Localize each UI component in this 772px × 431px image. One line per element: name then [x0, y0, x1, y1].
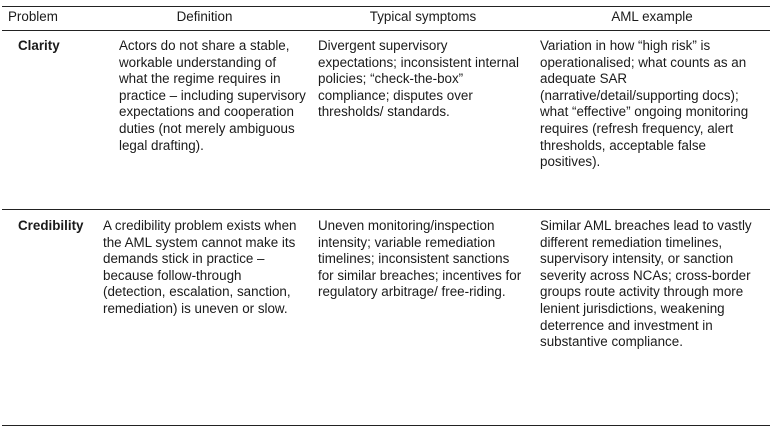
cell-aml-example: Variation in how “high risk” is operationalised; what counts as an adequate SAR (narrative/detail/supporting docs); what “effective” ongoing monitoring requires (refresh frequency, alert thresholds, acceptable false positives).: [534, 31, 770, 210]
problems-table: [2, 6, 770, 426]
header-definition: Definition: [97, 7, 312, 31]
cell-aml-example: Similar AML breaches lead to vastly different remediation timelines, supervisory intensity, or sanction severity across NCAs; cross-border groups route activity through more lenient jurisdictions, weakening deterrence and investment in substantive compliance.: [534, 210, 770, 426]
header-aml-example: AML example: [534, 7, 770, 31]
cell-symptoms: Uneven monitoring/inspection intensity; variable remediation timelines; inconsistent sanctions for similar breaches; incentives for regulatory arbitrage/ free-riding.: [312, 210, 534, 426]
table-header: [2, 7, 770, 31]
header-row: [2, 7, 770, 31]
cell-problem: Credibility: [2, 210, 97, 426]
table-row-credibility: [2, 210, 770, 426]
cell-problem: Clarity: [2, 31, 97, 210]
table-body: [2, 31, 770, 426]
cell-symptoms: Divergent supervisory expectations; inconsistent internal policies; “check-the-box” compliance; disputes over thresholds/ standards.: [312, 31, 534, 210]
cell-definition: A credibility problem exists when the AML system cannot make its demands stick in practice – because follow-through (detection, escalation, sanction, remediation) is uneven or slow.: [97, 210, 312, 426]
header-problem: Problem: [2, 7, 97, 31]
cell-definition: Actors do not share a stable, workable understanding of what the regime requires in practice – including supervisory expectations and cooperation duties (not merely ambiguous legal drafting).: [97, 31, 312, 210]
table-row-clarity: [2, 31, 770, 210]
header-symptoms: Typical symptoms: [312, 7, 534, 31]
